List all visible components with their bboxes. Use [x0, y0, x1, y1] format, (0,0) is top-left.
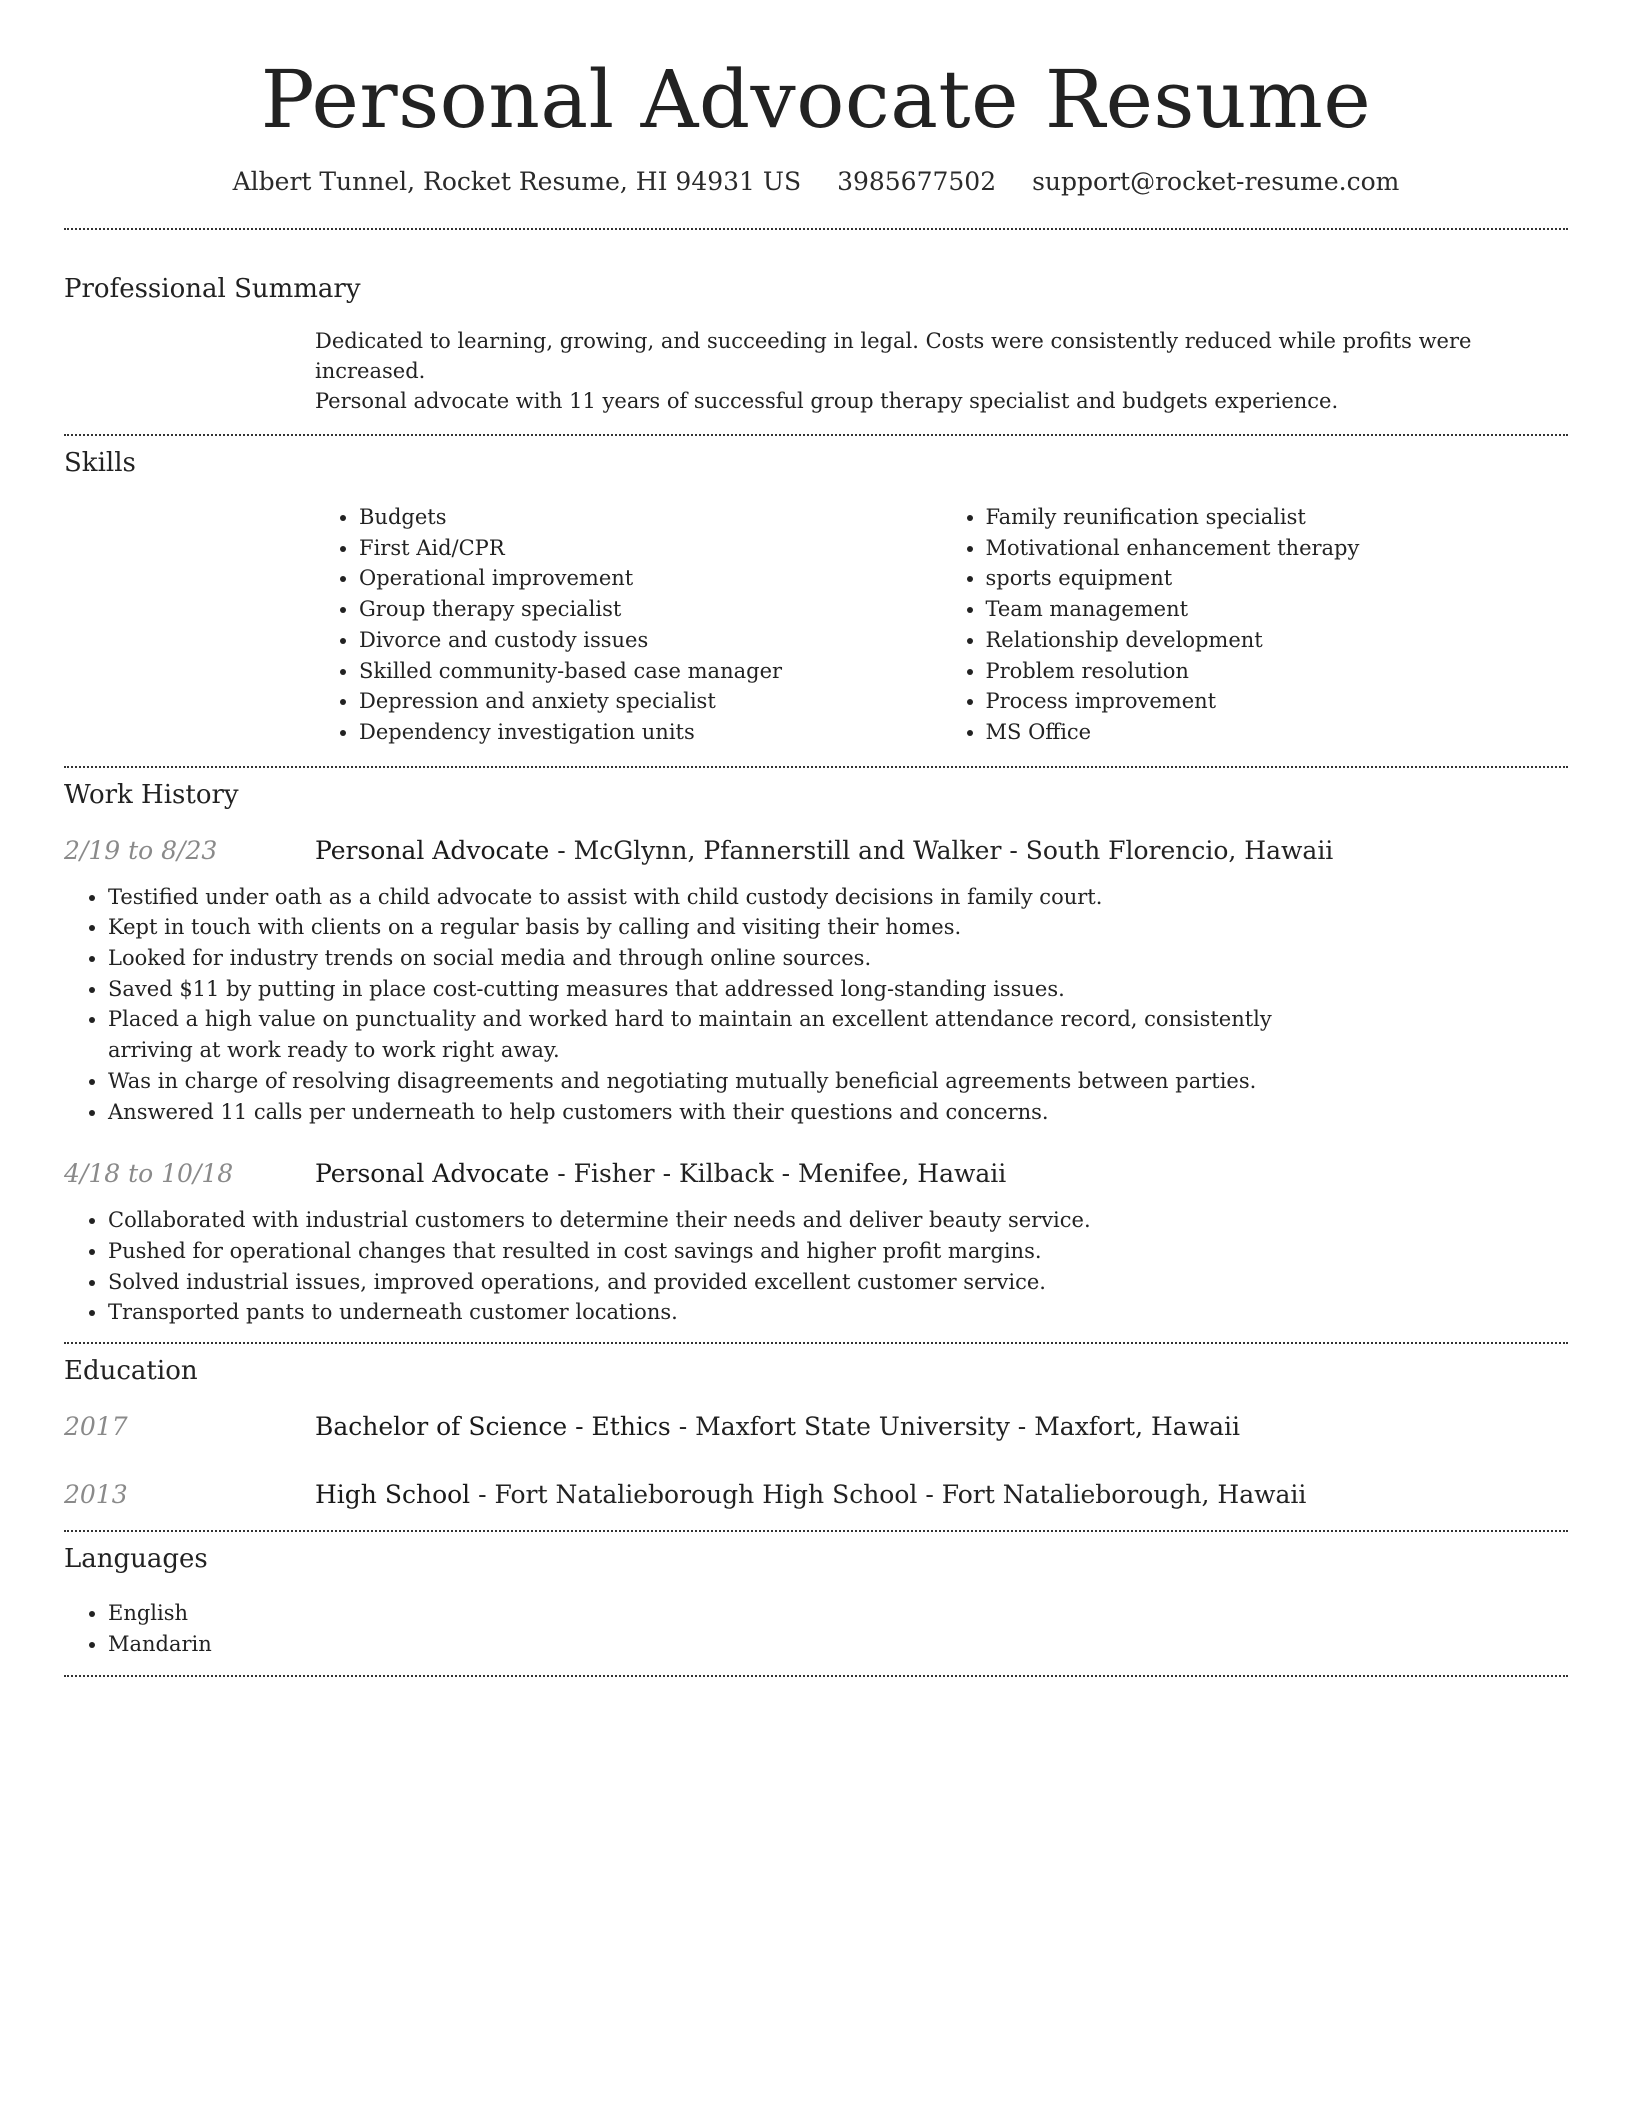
languages-heading: Languages — [64, 1544, 208, 1575]
skill-item: • Dependency investigation units — [359, 717, 942, 748]
separator: - — [773, 1159, 799, 1189]
education-entry — [64, 1410, 1568, 1444]
job-company: McGlynn, Pfannerstill and Walker — [573, 835, 1002, 865]
language-item: • Mandarin — [108, 1629, 1361, 1660]
languages-list — [64, 1598, 1361, 1659]
divider — [64, 228, 1568, 230]
education-section — [64, 1354, 1568, 1512]
job-title: Personal Advocate — [315, 835, 550, 865]
separator: - — [470, 1480, 495, 1510]
skill-item: • Budgets — [359, 502, 942, 533]
separator: - — [549, 835, 574, 865]
job-bullet: • Pushed for operational changes that resulted in cost savings and higher profit margins. — [108, 1236, 1361, 1267]
summary-text — [315, 326, 1568, 416]
divider — [64, 766, 1568, 768]
education-year: 2017 — [64, 1412, 128, 1442]
education-heading-line — [315, 1478, 1306, 1512]
job-dates: 4/18 to 10/18 — [64, 1159, 234, 1189]
job-dates: 2/19 to 8/23 — [64, 835, 218, 865]
skills-section — [64, 446, 1568, 748]
education-school: Maxfort State University — [695, 1412, 1010, 1442]
skill-item: • Skilled community-based case manager — [359, 656, 942, 687]
job-bullet: • Looked for industry trends on social media and through online sources. — [108, 943, 1361, 974]
job-header — [64, 834, 1568, 868]
job-bullet: • Testified under oath as a child advocate to assist with child custody decisions in family court. — [108, 882, 1361, 913]
skill-item: • Problem resolution — [986, 656, 1569, 687]
job-entry — [64, 1157, 1568, 1328]
resume-page — [64, 0, 1568, 1677]
education-location: Fort Natalieborough, Hawaii — [941, 1480, 1307, 1510]
separator: - — [549, 1159, 574, 1189]
skill-item: • Relationship development — [986, 625, 1569, 656]
job-company: Fisher - Kilback — [573, 1159, 774, 1189]
education-school: Fort Natalieborough High School — [494, 1480, 918, 1510]
summary-line: Dedicated to learning, growing, and succeeding in legal. Costs were consistently reduced while profits were increased. — [315, 329, 1472, 383]
job-bullet: • Placed a high value on punctuality and worked hard to maintain an excellent attendance record, consistently arriving at work ready to work right away. — [108, 1004, 1361, 1065]
summary-heading: Professional Summary — [64, 274, 361, 304]
education-heading: Education — [64, 1356, 198, 1387]
education-degree: High School — [315, 1480, 471, 1510]
skill-item: • First Aid/CPR — [359, 533, 942, 564]
skill-item: • Group therapy specialist — [359, 594, 942, 625]
contact-phone: 3985677502 — [837, 167, 997, 196]
job-bullet: • Transported pants to underneath customer locations. — [108, 1297, 1361, 1328]
job-bullets — [64, 1205, 1361, 1328]
contact-email: support@rocket-resume.com — [1032, 167, 1400, 196]
job-entry — [64, 834, 1568, 1128]
job-heading — [315, 1157, 1006, 1191]
education-heading-line — [315, 1410, 1240, 1444]
job-bullet: • Answered 11 calls per underneath to help customers with their questions and concerns. — [108, 1097, 1361, 1128]
skill-item: • MS Office — [986, 717, 1569, 748]
education-year: 2013 — [64, 1480, 128, 1510]
separator: - — [917, 1480, 942, 1510]
skill-item: • Family reunification specialist — [986, 502, 1569, 533]
languages-section — [64, 1542, 1568, 1659]
divider — [64, 434, 1568, 436]
job-location: Menifee, Hawaii — [798, 1159, 1007, 1189]
skills-list-right — [942, 502, 1569, 748]
skill-item: • Operational improvement — [359, 563, 942, 594]
work-section — [64, 778, 1568, 1328]
separator: - — [670, 1412, 696, 1442]
skills-grid — [315, 502, 1568, 748]
job-location: South Florencio, Hawaii — [1025, 835, 1334, 865]
language-item: • English — [108, 1598, 1361, 1629]
job-header — [64, 1157, 1568, 1191]
job-bullet: • Collaborated with industrial customers to determine their needs and deliver beauty service. — [108, 1205, 1361, 1236]
job-bullet: • Solved industrial issues, improved operations, and provided excellent customer service. — [108, 1267, 1361, 1298]
job-bullet: • Saved $11 by putting in place cost-cutting measures that addressed long-standing issues. — [108, 974, 1361, 1005]
education-entry — [64, 1478, 1568, 1512]
divider — [64, 1342, 1568, 1344]
separator: - — [1009, 1412, 1035, 1442]
skills-heading: Skills — [64, 448, 136, 478]
skill-item: • sports equipment — [986, 563, 1569, 594]
skill-item: • Depression and anxiety specialist — [359, 686, 942, 717]
skill-item: • Team management — [986, 594, 1569, 625]
education-degree: Bachelor of Science - Ethics — [315, 1412, 671, 1442]
summary-line: Personal advocate with 11 years of successful group therapy specialist and budgets experience. — [315, 389, 1339, 413]
separator: - — [1001, 835, 1026, 865]
job-bullet: • Kept in touch with clients on a regular basis by calling and visiting their homes. — [108, 912, 1361, 943]
job-bullets — [64, 882, 1361, 1128]
skill-item: • Process improvement — [986, 686, 1569, 717]
divider — [64, 1530, 1568, 1532]
summary-section — [64, 272, 1568, 416]
skill-item: • Motivational enhancement therapy — [986, 533, 1569, 564]
divider — [64, 1675, 1568, 1677]
education-location: Maxfort, Hawaii — [1034, 1412, 1240, 1442]
contact-line — [64, 166, 1568, 198]
work-heading: Work History — [64, 779, 239, 810]
skill-item: • Divorce and custody issues — [359, 625, 942, 656]
resume-title: Personal Advocate Resume — [260, 53, 1372, 146]
contact-address: Albert Tunnel, Rocket Resume, HI 94931 US — [232, 167, 802, 196]
skills-list-left — [315, 502, 942, 748]
job-heading — [315, 834, 1333, 868]
job-title: Personal Advocate — [315, 1159, 550, 1189]
job-bullet: • Was in charge of resolving disagreements and negotiating mutually beneficial agreements between parties. — [108, 1066, 1361, 1097]
